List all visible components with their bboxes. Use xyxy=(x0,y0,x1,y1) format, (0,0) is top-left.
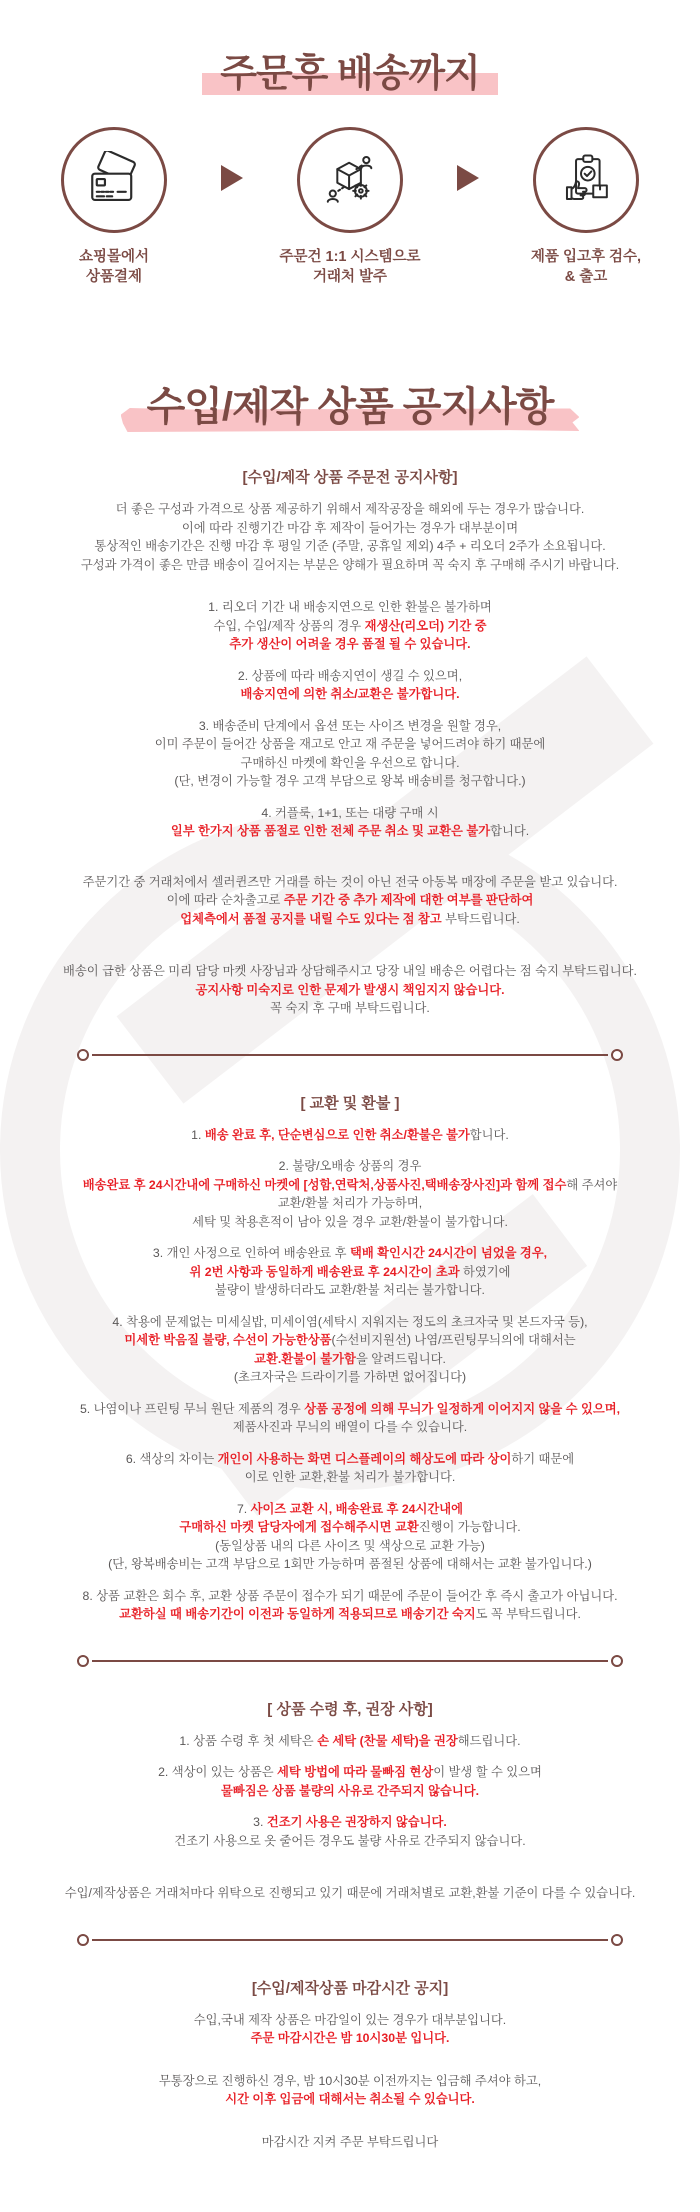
emphasis-text: 주문 기간 중 추가 제작에 대한 여부를 판단하여 xyxy=(283,893,534,907)
flow-step-payment xyxy=(21,127,207,287)
body-text: 을 알려드립니다. xyxy=(355,1351,446,1366)
emphasis-text: 손 세탁 (찬물 세탁)을 권장 xyxy=(317,1733,458,1748)
section-divider xyxy=(92,1660,608,1662)
section-header: [수입/제작 상품 주문전 공지사항] xyxy=(242,469,458,486)
body-text: 수입/제작상품은 거래처마다 위탁으로 진행되고 있기 때문에 거래처별로 교환,환불 기준이 다를 수 있습니다. xyxy=(64,1886,636,1900)
section-header: [수입/제작상품 마감시간 공지] xyxy=(251,1979,449,1997)
notice-paragraph xyxy=(20,1157,680,1231)
section-divider xyxy=(92,1939,608,1941)
body-text: 2. 상품에 따라 배송지연이 생길 수 있으며, xyxy=(237,668,463,683)
flow-step-caption xyxy=(531,247,641,287)
body-text: 구매하신 마켓에 확인을 우선으로 합니다. xyxy=(240,755,460,770)
flow-steps xyxy=(0,127,700,287)
caption-line: 거래처 발주 xyxy=(312,269,388,285)
inspection-shipping-icon xyxy=(533,127,639,233)
flow-step-inspection xyxy=(493,127,679,287)
notice-paragraph xyxy=(20,598,680,654)
body-text: 제품사진과 무늬의 배열이 다를 수 있습니다. xyxy=(232,1420,468,1434)
body-text: 8. 상품 교환은 회수 후, 교환 상품 주문이 접수가 되기 때문에 주문이 들어간 후 즉시 출고가 아닙니다. xyxy=(82,1588,618,1603)
emphasis-text: 배송완료 후 24시간내에 구매하신 마켓에 [성함,연락처,상품사진,택배송장사진]과 함께 접수 xyxy=(82,1177,567,1192)
body-text: 배송이 급한 상품은 미리 담당 마켓 사장님과 상담해주시고 당장 내일 배송은 어렵다는 점 숙지 부탁드립니다. xyxy=(63,964,637,978)
body-text: 하기 때문에 xyxy=(511,1451,575,1466)
notice-paragraph xyxy=(20,1884,680,1903)
body-text: 1. 상품 수령 후 첫 세탁은 xyxy=(179,1733,318,1748)
body-text: 이 발생 할 수 있으며 xyxy=(433,1765,542,1779)
body-text: 2. 불량/오배송 상품의 경우 xyxy=(278,1159,422,1173)
emphasis-text: 배송지연에 의한 취소/교환은 불가합니다. xyxy=(240,687,460,701)
import-notice-section xyxy=(0,375,700,2151)
notice-paragraph xyxy=(20,2072,680,2109)
body-text: 꼭 숙지 후 구매 부탁드립니다. xyxy=(270,1001,430,1015)
body-text: 해 주셔야 xyxy=(566,1177,618,1192)
emphasis-text: 세탁 방법에 따라 물빠짐 현상 xyxy=(277,1765,434,1779)
body-text: 이에 따라 진행기간 마감 후 제작이 들어가는 경우가 대부분이며 xyxy=(181,520,519,535)
body-text: 불량이 발생하더라도 교환/환불 처리는 불가합니다. xyxy=(215,1283,485,1297)
body-text: 이에 따라 순차출고로 xyxy=(166,893,284,907)
notice-paragraph xyxy=(20,962,680,1018)
notice-title xyxy=(0,375,700,432)
body-text: 도 꼭 부탁드립니다. xyxy=(475,1607,581,1621)
emphasis-text: 재생산(리오더) 기간 중 xyxy=(364,618,487,633)
body-text: 5. 나염이나 프린팅 무늬 원단 제품의 경우 xyxy=(79,1401,305,1416)
body-text: (단, 변경이 가능할 경우 고객 부담으로 왕복 배송비를 청구합니다.) xyxy=(174,774,526,788)
body-text: 2. 색상이 있는 상품은 xyxy=(158,1765,278,1779)
body-text: 1. 리오더 기간 내 배송지연으로 인한 환불은 불가하며 xyxy=(208,600,492,614)
arrow-right-icon xyxy=(221,165,243,191)
section-header: [ 상품 수령 후, 권장 사항] xyxy=(267,1700,433,1718)
caption-line: 상품결제 xyxy=(85,269,142,285)
section-header: [ 교환 및 환불 ] xyxy=(300,1094,400,1112)
body-text: 수입,국내 제작 상품은 마감일이 있는 경우가 대부분입니다. xyxy=(193,2012,507,2027)
emphasis-text: 시간 이후 입금에 대해서는 취소될 수 있습니다. xyxy=(225,2092,475,2106)
emphasis-text: 일부 한가지 상품 품절로 인한 전체 주문 취소 및 교환은 불가 xyxy=(170,824,491,838)
caption-line: 쇼핑몰에서 xyxy=(78,249,150,265)
body-text: 건조기 사용으로 옷 줄어든 경우도 불량 사유로 간주되지 않습니다. xyxy=(174,1833,526,1848)
body-text: 3. 개인 사정으로 인하여 배송완료 후 xyxy=(152,1246,350,1260)
notice-paragraph xyxy=(20,667,680,704)
body-text: 마감시간 지켜 주문 부탁드립니다 xyxy=(261,2134,439,2149)
body-text: 무통장으로 진행하신 경우, 밤 10시30분 이전까지는 입금해 주셔야 하고, xyxy=(158,2073,542,2088)
body-text: 1. xyxy=(191,1127,205,1142)
notice-title-label: 수입/제작 상품 공지사항 xyxy=(146,385,554,429)
order-flow-section xyxy=(0,0,700,287)
body-text: 수입, 수입/제작 상품의 경우 xyxy=(213,618,365,633)
emphasis-text: 교환하실 때 배송기간이 이전과 동일하게 적용되므로 배송기간 숙지 xyxy=(119,1607,476,1621)
flow-step-caption xyxy=(79,247,149,287)
notice-paragraph xyxy=(20,1763,680,1800)
body-text: 세탁 및 착용흔적이 남아 있을 경우 교환/환불이 불가합니다. xyxy=(192,1214,508,1229)
body-text: (단, 왕복배송비는 고객 부담으로 1회만 가능하며 품절된 상품에 대해서는 교환 불가입니다.) xyxy=(108,1557,592,1571)
emphasis-text: 추가 생산이 어려울 경우 품절 될 수 있습니다. xyxy=(229,637,471,651)
emphasis-text: 공지사항 미숙지로 인한 문제가 발생시 책임지지 않습니다. xyxy=(195,982,505,997)
notice-paragraph xyxy=(20,1126,680,1145)
credit-card-icon xyxy=(61,127,167,233)
emphasis-text: 업체측에서 품절 공지를 내릴 수도 있다는 점 참고 xyxy=(180,911,442,926)
body-text: 부탁드립니다. xyxy=(441,911,520,926)
emphasis-text: 개인이 사용하는 화면 디스플레이의 해상도에 따라 상이 xyxy=(217,1451,512,1466)
notice-blocks xyxy=(0,466,700,2151)
body-text: 진행이 가능합니다. xyxy=(418,1520,521,1534)
body-text: 이미 주문이 들어간 상품을 재고로 안고 재 주문을 넣어드려야 하기 때문에 xyxy=(154,737,546,751)
notice-paragraph xyxy=(20,1813,680,1850)
notice-paragraph xyxy=(20,804,680,841)
notice-paragraph xyxy=(20,1500,680,1574)
body-text: (동일상품 내의 다른 사이즈 및 색상으로 교환 가능) xyxy=(215,1538,485,1553)
emphasis-text: 물빠짐은 상품 불량의 사유로 간주되지 않습니다. xyxy=(220,1783,480,1798)
section-divider xyxy=(92,1054,608,1056)
emphasis-text: 택배 확인시간 24시간이 넘었을 경우, xyxy=(349,1246,548,1260)
notice-paragraph xyxy=(20,1587,680,1624)
body-text: 해드립니다. xyxy=(457,1733,521,1748)
emphasis-text: 사이즈 교환 시, 배송완료 후 24시간내에 xyxy=(250,1501,464,1516)
notice-paragraph xyxy=(20,1450,680,1487)
flow-step-caption xyxy=(279,247,420,287)
arrow-right-icon xyxy=(457,165,479,191)
emphasis-text: 배송 완료 후, 단순변심으로 인한 취소/환불은 불가 xyxy=(204,1127,470,1142)
notice-paragraph xyxy=(20,1244,680,1300)
emphasis-text: 교환.환불이 불가함 xyxy=(254,1351,356,1366)
body-text: 주문기간 중 거래처에서 셀러퀸즈만 거래를 하는 것이 아닌 전국 아동복 매장에 주문을 받고 있습니다. xyxy=(82,874,618,889)
body-text: 3. xyxy=(253,1815,267,1829)
body-text: 6. 색상의 차이는 xyxy=(125,1451,218,1466)
body-text: 이로 인한 교환,환불 처리가 불가합니다. xyxy=(244,1470,456,1484)
flow-title-text: 주문후 배송까지 xyxy=(202,42,498,97)
flow-step-order-system xyxy=(257,127,443,287)
order-system-icon xyxy=(297,127,403,233)
body-text: 4. 착용에 문제없는 미세실밥, 미세이염(세탁시 지워지는 정도의 초크자국 및 본드자국 등), xyxy=(112,1314,588,1329)
flow-title xyxy=(0,42,700,97)
caption-line: 주문건 1:1 시스템으로 xyxy=(279,249,421,265)
body-text: (초크자국은 드라이기를 가하면 없어집니다) xyxy=(233,1370,467,1384)
bottom-spacer xyxy=(0,2164,700,2212)
emphasis-text: 위 2번 사항과 동일하게 배송완료 후 24시간이 초과 xyxy=(189,1264,460,1279)
body-text: (수선비지원선) 나염/프린팅무늬의에 대해서는 xyxy=(331,1333,576,1347)
notice-title-text xyxy=(147,375,554,432)
body-text: 7. xyxy=(236,1501,251,1516)
notice-paragraph xyxy=(20,873,680,929)
emphasis-text: 미세한 박음질 불량, 수선이 가능한상품 xyxy=(124,1333,332,1347)
body-text: 3. 배송준비 단계에서 옵션 또는 사이즈 변경을 원할 경우, xyxy=(198,718,502,733)
notice-paragraph xyxy=(20,1313,680,1387)
body-text: 통상적인 배송기간은 진행 마감 후 평일 기준 (주말, 공휴일 제외) 4주 + 리오더 2주가 소요됩니다. xyxy=(94,539,606,553)
notice-paragraph xyxy=(20,1400,680,1437)
body-text: 4. 커플룩, 1+1, 또는 대량 구매 시 xyxy=(261,805,439,820)
notice-paragraph xyxy=(20,1732,680,1751)
body-text: 더 좋은 구성과 가격으로 상품 제공하기 위해서 제작공장을 해외에 두는 경우가 많습니다. xyxy=(115,502,585,516)
notice-paragraph xyxy=(20,717,680,791)
notice-paragraph xyxy=(20,2011,680,2048)
notice-paragraph xyxy=(20,2133,680,2152)
body-text: 하였기에 xyxy=(459,1264,511,1279)
notice-paragraph xyxy=(20,500,680,574)
emphasis-text: 건조기 사용은 권장하지 않습니다. xyxy=(266,1815,447,1829)
emphasis-text: 상품 공정에 의해 무늬가 일정하게 이어지지 않을 수 있으며, xyxy=(304,1401,621,1416)
emphasis-text: 주문 마감시간은 밤 10시30분 입니다. xyxy=(250,2031,450,2045)
body-text: 합니다. xyxy=(490,824,530,838)
body-text: 구성과 가격이 좋은 만큼 배송이 길어지는 부분은 양해가 필요하며 꼭 숙지 후 구매해 주시기 바랍니다. xyxy=(80,557,620,572)
caption-line: 제품 입고후 검수, xyxy=(530,249,642,265)
emphasis-text: 구매하신 마켓 담당자에게 접수해주시면 교환 xyxy=(179,1520,419,1534)
body-text: 합니다. xyxy=(469,1127,509,1142)
caption-line: & 출고 xyxy=(564,269,608,285)
body-text: 교환/환불 처리가 가능하며, xyxy=(277,1196,423,1210)
